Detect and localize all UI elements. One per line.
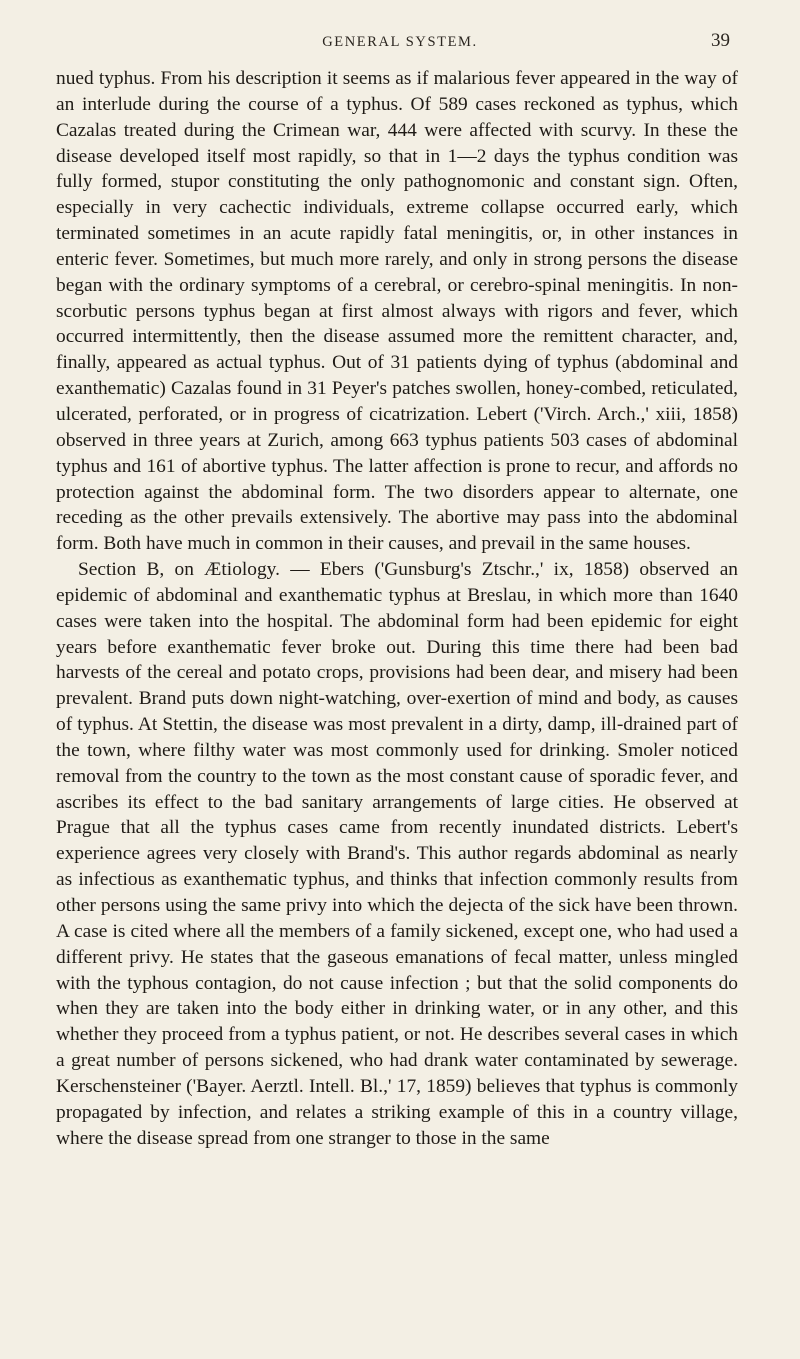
running-header-title: GENERAL SYSTEM.: [322, 34, 478, 50]
page-number: 39: [711, 30, 730, 51]
paragraph-typhus-description: nued typhus. From his description it seems as if malarious fever appeared in the way of an interlude during the course of a typhus. Of 589 cases reckoned as typhus, which Cazalas treated during the Crimean war, 444 were affected with scurvy. In these the disease developed itself most rapidly, so that in 1—2 days the typhus condition was fully formed, stupor constituting the only pathognomonic and constant sign. Often, especially in very cachectic individuals, extreme collapse occurred early, which terminated sometimes in an acute rapidly fatal meningitis, or, in other instances in enteric fever. Sometimes, but much more rarely, and only in strong persons the disease began with the ordinary symptoms of a cerebral, or cerebro-spinal meningitis. In non-scorbutic persons typhus began at first almost always with rigors and fever, which occurred intermittently, then the disease assumed more the remittent character, and, finally, appeared as actual typhus. Out of 31 patients dying of typhus (abdominal and exanthematic) Cazalas found in 31 Peyer's patches swollen, honey-combed, reticulated, ulcerated, perforated, or in progress of cicatrization. Lebert ('Virch. Arch.,' xiii, 1858) observed in three years at Zurich, among 663 typhus patients 503 cases of abdominal typhus and 161 of abortive typhus. The latter affection is prone to recur, and affords no protection against the abdominal form. The two disorders appear to alternate, one receding as the other prevails extensively. The abortive may pass into the abdominal form. Both have much in common in their causes, and prevail in the same houses.: [56, 68, 738, 555]
running-head: [0, 0, 800, 60]
body-text: [56, 66, 738, 1151]
paragraph-aetiology: Section B, on Ætiology. — Ebers ('Gunsburg's Ztschr.,' ix, 1858) observed an epidemic of abdominal and exanthematic typhus at Breslau, in which more than 1640 cases were taken into the hospital. The abdominal form had been epidemic for eight years before exanthematic fever broke out. During this time there had been bad harvests of the cereal and potato crops, provisions had been dear, and misery had been prevalent. Brand puts down night-watching, over-exertion of mind and body, as causes of typhus. At Stettin, the disease was most prevalent in a dirty, damp, ill-drained part of the town, where filthy water was most commonly used for drinking. Smoler noticed removal from the country to the town as the most constant cause of sporadic fever, and ascribes its effect to the bad sanitary arrangements of large cities. He observed at Prague that all the typhus cases came from recently inundated districts. Lebert's experience agrees very closely with Brand's. This author regards abdominal as nearly as infectious as exanthematic typhus, and thinks that infection commonly results from other persons using the same privy into which the dejecta of the sick have been thrown. A case is cited where all the members of a family sickened, except one, who had used a different privy. He states that the gaseous emanations of fecal matter, unless mingled with the typhous contagion, do not cause infection ; but that the solid components do when they are taken into the body either in drinking water, or in any other, and this whether they proceed from a typhus patient, or not. He describes several cases in which a great number of persons sickened, who had drank water contaminated by sewerage. Kerschensteiner ('Bayer. Aerztl. Intell. Bl.,' 17, 1859) believes that typhus is commonly propagated by infection, and relates a striking example of this in a country village, where the disease spread from one stranger to those in the same: [56, 559, 738, 1149]
